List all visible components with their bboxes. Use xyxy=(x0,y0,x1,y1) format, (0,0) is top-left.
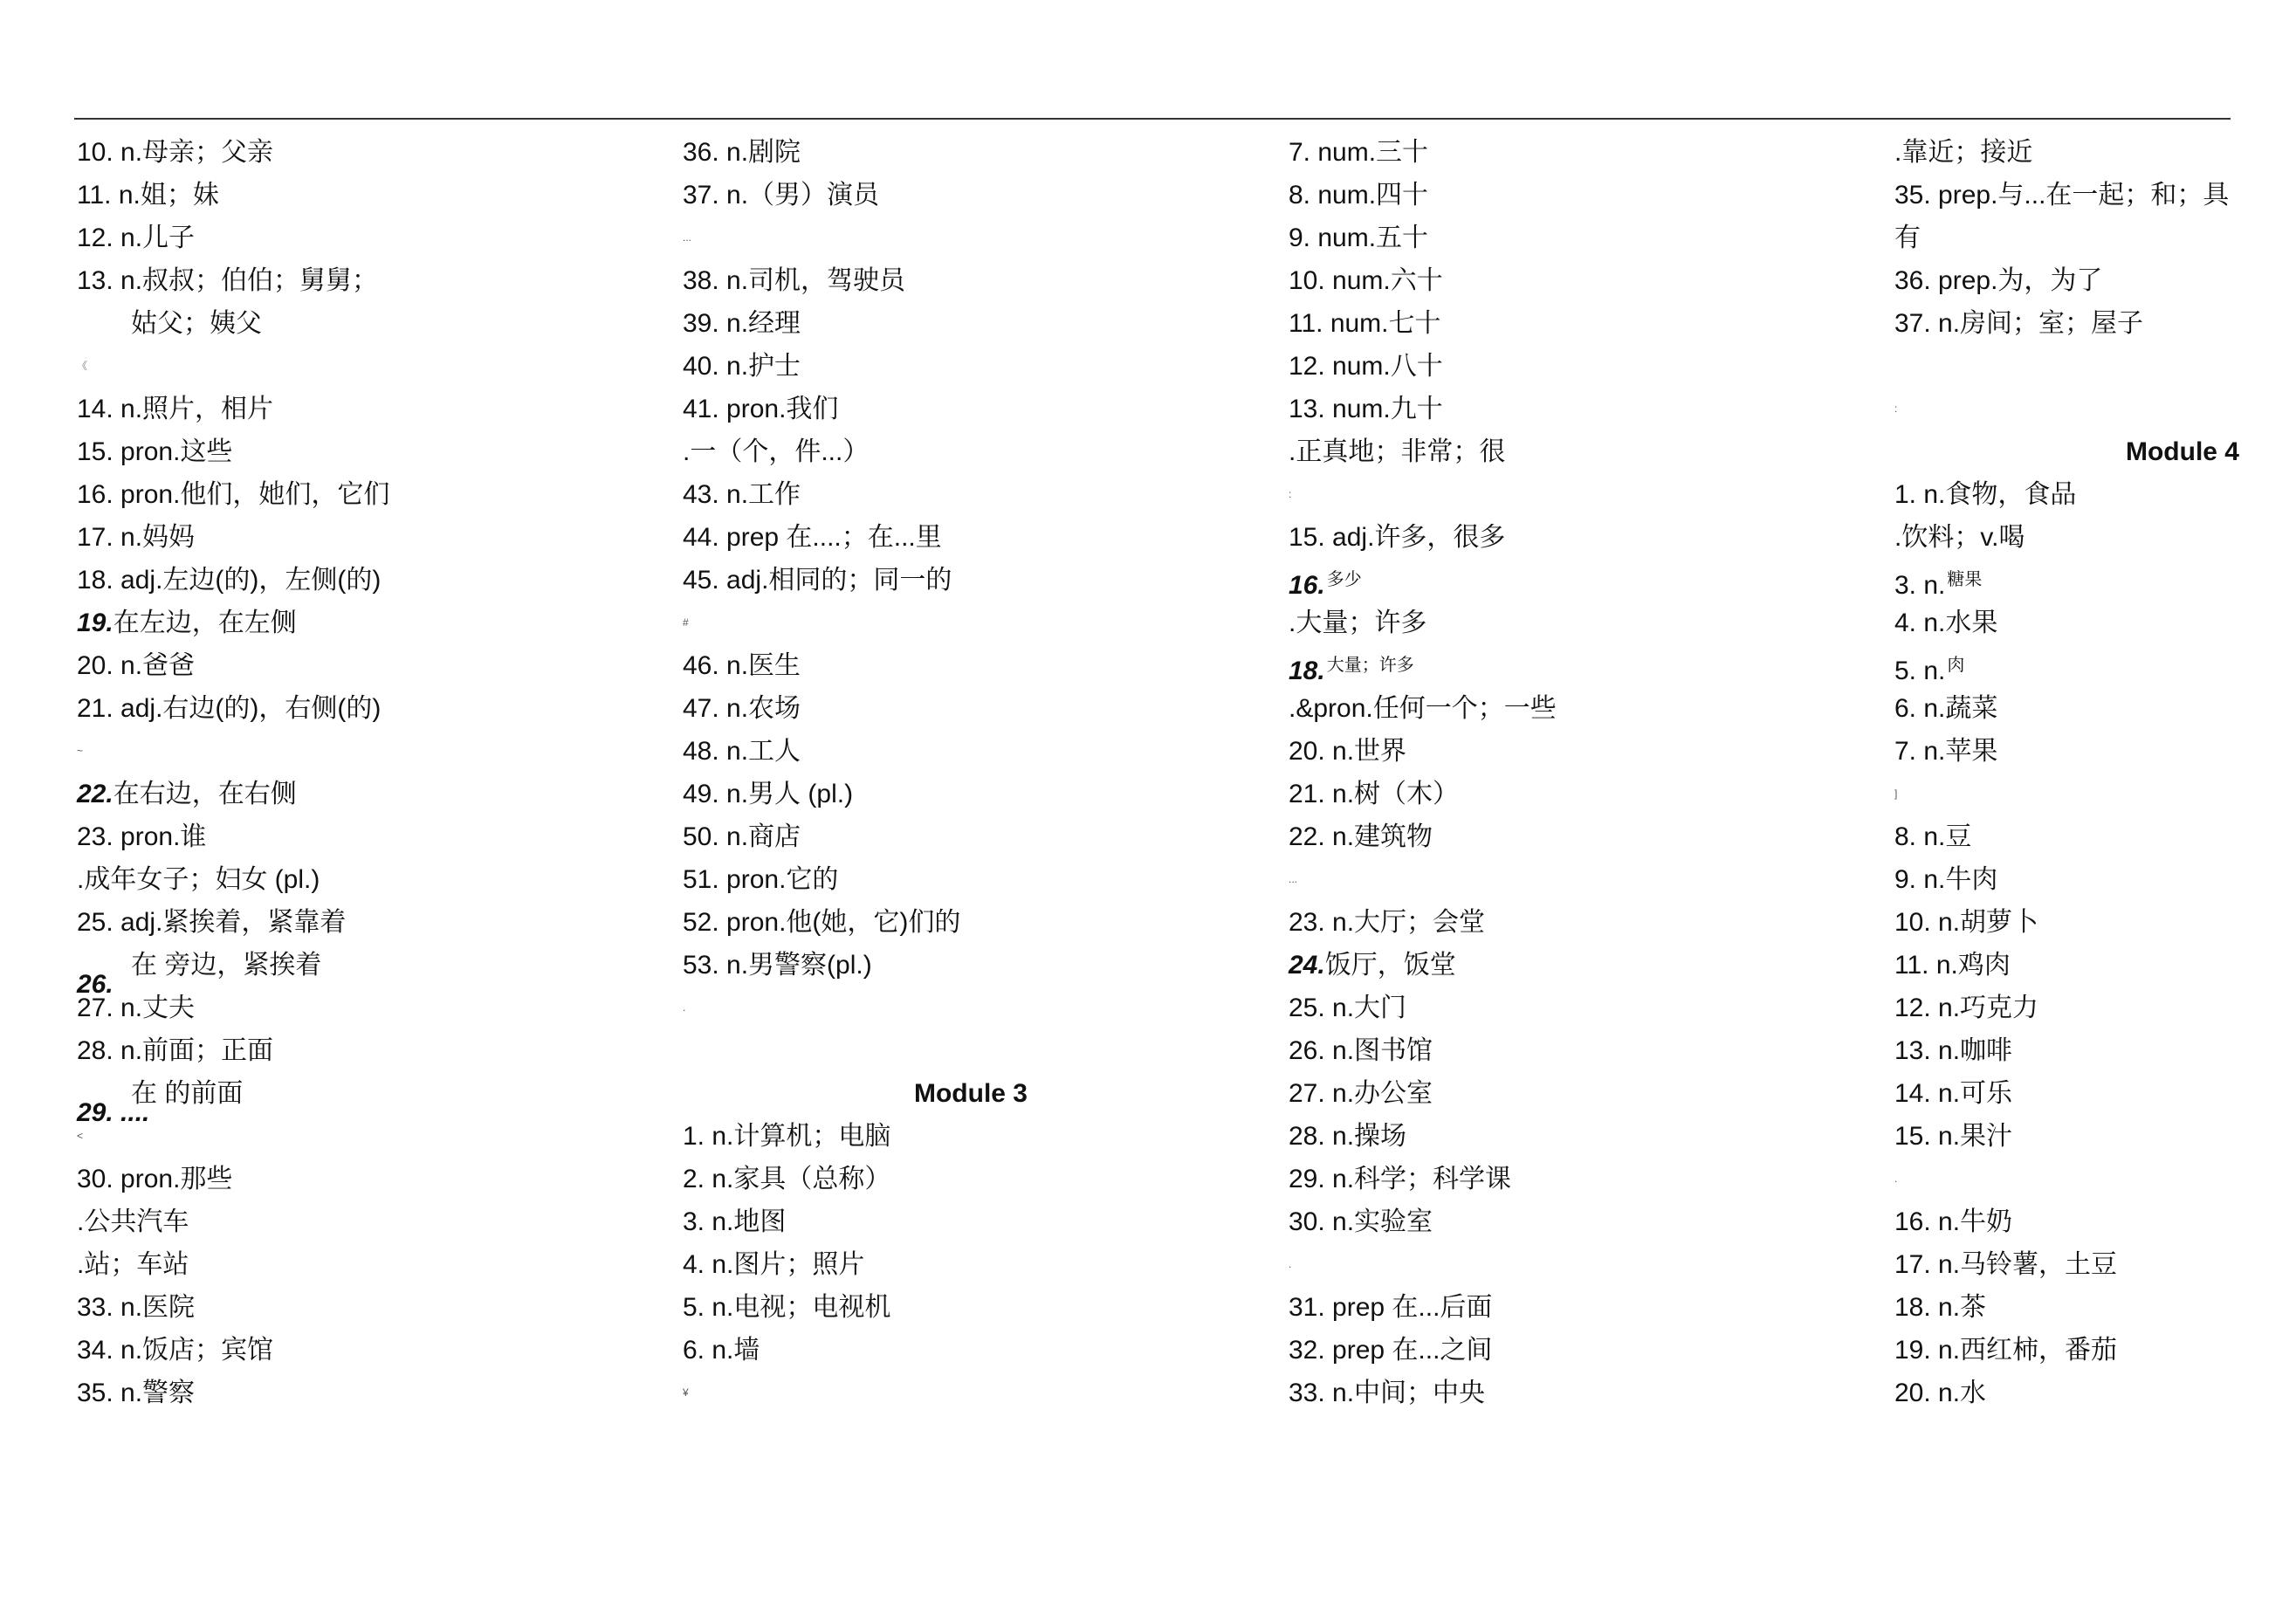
entry-number: 26. xyxy=(77,970,113,999)
vocab-entry xyxy=(77,259,653,302)
entry-text: . xyxy=(1289,1258,1292,1270)
vocab-entry xyxy=(683,1286,1259,1329)
entry-text: : xyxy=(1894,402,1898,415)
entry-text: 8. n.豆 xyxy=(1894,822,1972,851)
entry-text: 17. n.马铃薯，土豆 xyxy=(1894,1250,2118,1279)
vocab-entry xyxy=(683,217,1259,259)
entry-text: 47. n.农场 xyxy=(683,694,801,723)
entry-text: 15. n.果汁 xyxy=(1894,1122,2013,1151)
vocab-entry xyxy=(1289,217,1865,259)
entry-text: 36. n.剧院 xyxy=(683,138,801,167)
vocab-entry xyxy=(77,516,653,559)
vocab-entry xyxy=(1289,1158,1865,1200)
vocab-entry xyxy=(683,602,1259,644)
entry-text: 12. num.八十 xyxy=(1289,352,1443,381)
vocab-entry xyxy=(683,901,1259,944)
vocab-entry xyxy=(683,987,1259,1029)
entry-text: .公共汽车 xyxy=(77,1207,189,1236)
vocab-entry xyxy=(683,302,1259,345)
entry-text: 7. num.三十 xyxy=(1289,138,1429,167)
entry-text: 26. n.图书馆 xyxy=(1289,1036,1433,1065)
vocab-entry xyxy=(1894,516,2296,559)
vocab-entry xyxy=(1894,1286,2296,1329)
entry-text: 在右边，在右侧 xyxy=(113,780,297,808)
vocab-entry xyxy=(1894,345,2296,388)
entry-text: 33. n.医院 xyxy=(77,1293,196,1322)
vocab-entry xyxy=(77,217,653,259)
vocab-entry xyxy=(1289,944,1865,987)
vocab-entry xyxy=(1289,345,1865,388)
vocab-entry xyxy=(683,687,1259,730)
entry-text: 13. num.九十 xyxy=(1289,395,1443,423)
entry-text: 27. n.丈夫 xyxy=(77,994,196,1022)
header-rule xyxy=(74,118,2231,120)
entry-text: 在左边，在左侧 xyxy=(113,609,297,637)
vocab-entry xyxy=(1289,687,1865,730)
entry-text: ~ xyxy=(77,745,84,757)
entry-text: 4. n.图片；照片 xyxy=(683,1250,865,1279)
entry-text: 28. n.前面；正面 xyxy=(77,1036,274,1065)
vocab-entry xyxy=(683,516,1259,559)
entry-text: 30. n.实验室 xyxy=(1289,1207,1433,1236)
vocab-entry xyxy=(1894,259,2296,302)
entry-text: 13. n.咖啡 xyxy=(1894,1036,2013,1065)
vocab-entry xyxy=(1289,388,1865,430)
vocab-column-4 xyxy=(1894,131,2296,1414)
entry-superscript: 大量；许多 xyxy=(1326,656,1414,675)
vocab-entry xyxy=(683,345,1259,388)
entry-text: 36. prep.为，为了 xyxy=(1894,266,2103,295)
entry-text: 8. num.四十 xyxy=(1289,181,1429,210)
vocab-entry xyxy=(1894,602,2296,644)
vocab-entry xyxy=(1289,1029,1865,1072)
entry-superscript: 肉 xyxy=(1947,656,1965,675)
entry-text: 15. adj.许多，很多 xyxy=(1289,523,1506,552)
entry-text: 17. n.妈妈 xyxy=(77,523,196,552)
vocab-entry xyxy=(1289,1372,1865,1414)
vocab-entry xyxy=(77,644,653,687)
vocab-entry xyxy=(1289,815,1865,858)
vocab-entry xyxy=(1894,858,2296,901)
entry-text: 27. n.办公室 xyxy=(1289,1079,1433,1108)
vocab-entry xyxy=(683,815,1259,858)
vocab-entry xyxy=(1894,559,2296,602)
vocab-entry xyxy=(1894,1329,2296,1372)
vocab-entry xyxy=(683,473,1259,516)
entry-text: 25. n.大门 xyxy=(1289,994,1407,1022)
vocab-entry xyxy=(77,815,653,858)
entry-text: 45. adj.相同的；同一的 xyxy=(683,566,952,595)
vocab-entry xyxy=(683,858,1259,901)
entry-text: 23. pron.谁 xyxy=(77,822,207,851)
vocab-entry xyxy=(1894,687,2296,730)
entry-text: 20. n.世界 xyxy=(1289,737,1407,766)
vocab-entry xyxy=(77,174,653,217)
entry-text: 在 旁边，紧挨着 xyxy=(131,951,322,980)
vocab-entry xyxy=(1289,901,1865,944)
entry-text: 41. pron.我们 xyxy=(683,395,839,423)
vocab-entry xyxy=(77,944,653,999)
entry-text: 12. n.巧克力 xyxy=(1894,994,2039,1022)
vocab-entry xyxy=(77,1372,653,1414)
vocab-entry xyxy=(77,1329,653,1372)
vocab-entry xyxy=(77,559,653,602)
entry-text: # xyxy=(683,616,689,629)
entry-number: 19. xyxy=(77,609,113,637)
vocab-entry xyxy=(683,644,1259,687)
vocab-entry xyxy=(1894,1200,2296,1243)
entry-text: 12. n.儿子 xyxy=(77,224,196,252)
vocab-entry xyxy=(77,302,653,345)
entry-text: 52. pron.他(她，它)们的 xyxy=(683,908,961,937)
entry-text: 9. n.牛肉 xyxy=(1894,865,1998,894)
entry-text: 21. n.树（木） xyxy=(1289,780,1460,808)
entry-text: 姑父；姨父 xyxy=(131,309,262,338)
entry-text: 10. n.母亲；父亲 xyxy=(77,138,274,167)
entry-text: 33. n.中间；中央 xyxy=(1289,1379,1486,1407)
vocab-entry xyxy=(77,1029,653,1072)
vocab-entry xyxy=(1289,730,1865,773)
vocab-entry xyxy=(1894,1158,2296,1200)
vocab-entry xyxy=(77,388,653,430)
vocab-entry xyxy=(77,1072,653,1127)
entry-text: .站；车站 xyxy=(77,1250,189,1279)
entry-text: 18. adj.左边(的)，左侧(的) xyxy=(77,566,382,595)
vocab-entry xyxy=(77,730,653,773)
entry-text: 46. n.医生 xyxy=(683,651,801,680)
entry-text: 22. n.建筑物 xyxy=(1289,822,1433,851)
entry-text: 23. n.大厅；会堂 xyxy=(1289,908,1486,937)
entry-text: 饭厅，饭堂 xyxy=(1324,951,1456,980)
module-heading xyxy=(1894,430,2296,473)
vocab-entry xyxy=(1894,473,2296,516)
entry-text: 1. n.计算机；电脑 xyxy=(683,1122,891,1151)
vocab-column-2 xyxy=(683,131,1259,1414)
entry-text: 48. n.工人 xyxy=(683,737,801,766)
entry-text: 2. n.家具（总称） xyxy=(683,1165,891,1193)
vocab-entry xyxy=(1289,773,1865,815)
entry-text: 5. n.电视；电视机 xyxy=(683,1293,891,1322)
entry-text: 10. n.胡萝卜 xyxy=(1894,908,2039,937)
entry-text: 49. n.男人 (pl.) xyxy=(683,780,854,808)
vocab-entry xyxy=(1894,644,2296,687)
entry-text: 16. n.牛奶 xyxy=(1894,1207,2013,1236)
entry-text: . xyxy=(683,1001,686,1014)
vocab-entry xyxy=(1894,987,2296,1029)
entry-text: 1. n.食物，食品 xyxy=(1894,480,2077,509)
entry-text: 38. n.司机，驾驶员 xyxy=(683,266,906,295)
vocab-entry xyxy=(1289,858,1865,901)
vocab-entry xyxy=(1289,559,1865,602)
entry-text: ¥ xyxy=(683,1386,689,1399)
entry-text: .饮料；v.喝 xyxy=(1894,523,2025,552)
entry-text: ... xyxy=(683,231,692,244)
entry-text: 4. n.水果 xyxy=(1894,609,1998,637)
vocab-entry xyxy=(1894,1243,2296,1286)
vocab-entry xyxy=(1894,1029,2296,1072)
vocab-entry xyxy=(77,473,653,516)
entry-text: 44. prep 在....；在...里 xyxy=(683,523,942,552)
vocab-entry xyxy=(1289,174,1865,217)
entry-number: 18. xyxy=(1289,657,1325,685)
vocab-entry xyxy=(77,858,653,901)
entry-text: 14. n.照片，相片 xyxy=(77,395,274,423)
entry-text: 19. n.西红柿，番茄 xyxy=(1894,1336,2118,1365)
entry-text: 《 xyxy=(77,360,88,372)
entry-text: 37. n.房间；室；屋子 xyxy=(1894,309,2144,338)
vocab-column-3 xyxy=(1289,131,1865,1414)
entry-text: 29. n.科学；科学课 xyxy=(1289,1165,1512,1193)
vocab-entry xyxy=(77,430,653,473)
vocab-entry xyxy=(77,1286,653,1329)
entry-text: 18. n.茶 xyxy=(1894,1293,1987,1322)
vocab-entry xyxy=(1894,302,2296,345)
entry-text: 10. num.六十 xyxy=(1289,266,1443,295)
vocab-entry xyxy=(683,1158,1259,1200)
vocab-entry xyxy=(1289,259,1865,302)
vocab-entry xyxy=(1289,644,1865,687)
vocab-entry xyxy=(1289,987,1865,1029)
entry-text: 37. n.（男）演员 xyxy=(683,181,880,210)
entry-number: 24. xyxy=(1289,951,1325,980)
entry-text: ... xyxy=(1289,873,1298,885)
entry-number: 29. .... xyxy=(77,1098,150,1127)
vocab-column-1 xyxy=(77,131,653,1414)
entry-text: 20. n.爸爸 xyxy=(77,651,196,680)
entry-text: 40. n.护士 xyxy=(683,352,801,381)
vocab-entry xyxy=(1894,217,2296,259)
entry-text: 53. n.男警察(pl.) xyxy=(683,951,872,980)
vocab-entry xyxy=(683,1243,1259,1286)
entry-text: 20. n.水 xyxy=(1894,1379,1987,1407)
entry-text: 9. num.五十 xyxy=(1289,224,1429,252)
entry-text: .正真地；非常；很 xyxy=(1289,437,1506,466)
entry-text: 39. n.经理 xyxy=(683,309,801,338)
entry-text: 13. n.叔叔；伯伯；舅舅； xyxy=(77,266,379,295)
entry-text: 6. n.蔬菜 xyxy=(1894,694,1998,723)
vocab-entry xyxy=(77,773,653,815)
entry-text: : xyxy=(1289,488,1292,500)
entry-text: 21. adj.右边(的)，右侧(的) xyxy=(77,694,382,723)
vocab-entry xyxy=(683,131,1259,174)
vocab-entry xyxy=(1289,602,1865,644)
entry-text: .靠近；接近 xyxy=(1894,138,2033,167)
entry-text: .成年女子；妇女 (pl.) xyxy=(77,865,320,894)
vocab-entry xyxy=(1894,944,2296,987)
vocab-entry xyxy=(1894,1115,2296,1158)
entry-text: 3. n.地图 xyxy=(683,1207,787,1236)
entry-text: < xyxy=(77,1130,84,1142)
entry-text: 28. n.操场 xyxy=(1289,1122,1407,1151)
entry-text: 11. num.七十 xyxy=(1289,309,1441,338)
vocab-entry xyxy=(77,1115,653,1158)
vocab-entry xyxy=(683,1029,1259,1072)
entry-text: 11. n.鸡肉 xyxy=(1894,951,2011,980)
vocab-entry xyxy=(683,773,1259,815)
entry-text: Module 3 xyxy=(913,1079,1028,1108)
vocab-entry xyxy=(1894,1072,2296,1115)
entry-text: 35. prep.与...在一起；和；具 xyxy=(1894,181,2230,210)
entry-text: 35. n.警察 xyxy=(77,1379,196,1407)
module-heading xyxy=(683,1072,1259,1115)
vocab-entry xyxy=(683,730,1259,773)
vocab-entry xyxy=(1894,174,2296,217)
entry-text: 3. n. xyxy=(1894,571,1946,600)
entry-text: 51. pron.它的 xyxy=(683,865,839,894)
entry-text: 34. n.饭店；宾馆 xyxy=(77,1336,274,1365)
entry-superscript: 糖果 xyxy=(1947,570,1983,589)
entry-text: 30. pron.那些 xyxy=(77,1165,233,1193)
vocab-entry xyxy=(1289,430,1865,473)
vocab-entry xyxy=(1289,1243,1865,1286)
entry-text: 5. n. xyxy=(1894,657,1946,685)
vocab-entry xyxy=(683,430,1259,473)
entry-text: 11. n.姐；妹 xyxy=(77,181,219,210)
entry-text: 有 xyxy=(1894,224,1921,252)
entry-text: 50. n.商店 xyxy=(683,822,801,851)
vocab-entry xyxy=(683,174,1259,217)
entry-number: 16. xyxy=(1289,571,1325,600)
vocab-entry xyxy=(77,1243,653,1286)
entry-text: Module 4 xyxy=(2125,437,2239,466)
vocab-entry xyxy=(77,131,653,174)
vocab-entry xyxy=(77,345,653,388)
entry-text: .大量；许多 xyxy=(1289,609,1427,637)
entry-superscript: 多少 xyxy=(1326,570,1362,589)
vocab-entry xyxy=(77,987,653,1029)
entry-text: 25. adj.紧挨着，紧靠着 xyxy=(77,908,347,937)
vocab-entry xyxy=(683,1200,1259,1243)
entry-text: 15. pron.这些 xyxy=(77,437,233,466)
entry-text: . xyxy=(1894,1173,1898,1185)
vocab-entry xyxy=(683,1329,1259,1372)
vocab-entry xyxy=(1289,131,1865,174)
entry-number: 22. xyxy=(77,780,113,808)
vocab-entry xyxy=(1289,1115,1865,1158)
vocab-entry xyxy=(77,602,653,644)
vocab-entry xyxy=(1894,773,2296,815)
vocab-entry xyxy=(1289,1072,1865,1115)
vocab-entry xyxy=(1894,901,2296,944)
entry-text: 在 的前面 xyxy=(131,1079,244,1108)
vocab-entry xyxy=(683,259,1259,302)
vocab-entry xyxy=(1289,1200,1865,1243)
entry-text: 16. pron.他们，她们，它们 xyxy=(77,480,390,509)
vocab-entry xyxy=(1289,473,1865,516)
entry-text: ] xyxy=(1894,787,1898,800)
vocab-entry xyxy=(683,1115,1259,1158)
vocab-entry xyxy=(1894,730,2296,773)
entry-text: 31. prep 在...后面 xyxy=(1289,1293,1493,1322)
entry-text: 32. prep 在...之间 xyxy=(1289,1336,1493,1365)
vocab-entry xyxy=(683,559,1259,602)
entry-text: 14. n.可乐 xyxy=(1894,1079,2013,1108)
vocab-entry xyxy=(1894,388,2296,430)
vocab-entry xyxy=(77,1200,653,1243)
vocab-entry xyxy=(77,687,653,730)
vocab-entry xyxy=(683,388,1259,430)
entry-text: .一（个，件...） xyxy=(683,437,870,466)
vocab-entry xyxy=(683,1372,1259,1414)
entry-text: 7. n.苹果 xyxy=(1894,737,1998,766)
vocab-entry xyxy=(1289,1286,1865,1329)
entry-text: 6. n.墙 xyxy=(683,1336,760,1365)
entry-text: .&pron.任何一个；一些 xyxy=(1289,694,1557,723)
vocab-entry xyxy=(1894,815,2296,858)
entry-text: 43. n.工作 xyxy=(683,480,801,509)
vocab-entry xyxy=(683,944,1259,987)
vocab-entry xyxy=(1894,131,2296,174)
vocab-entry xyxy=(1289,1329,1865,1372)
vocab-entry xyxy=(1289,516,1865,559)
vocab-entry xyxy=(77,1158,653,1200)
vocab-entry xyxy=(1894,1372,2296,1414)
vocab-entry xyxy=(1289,302,1865,345)
vocab-entry xyxy=(77,901,653,944)
